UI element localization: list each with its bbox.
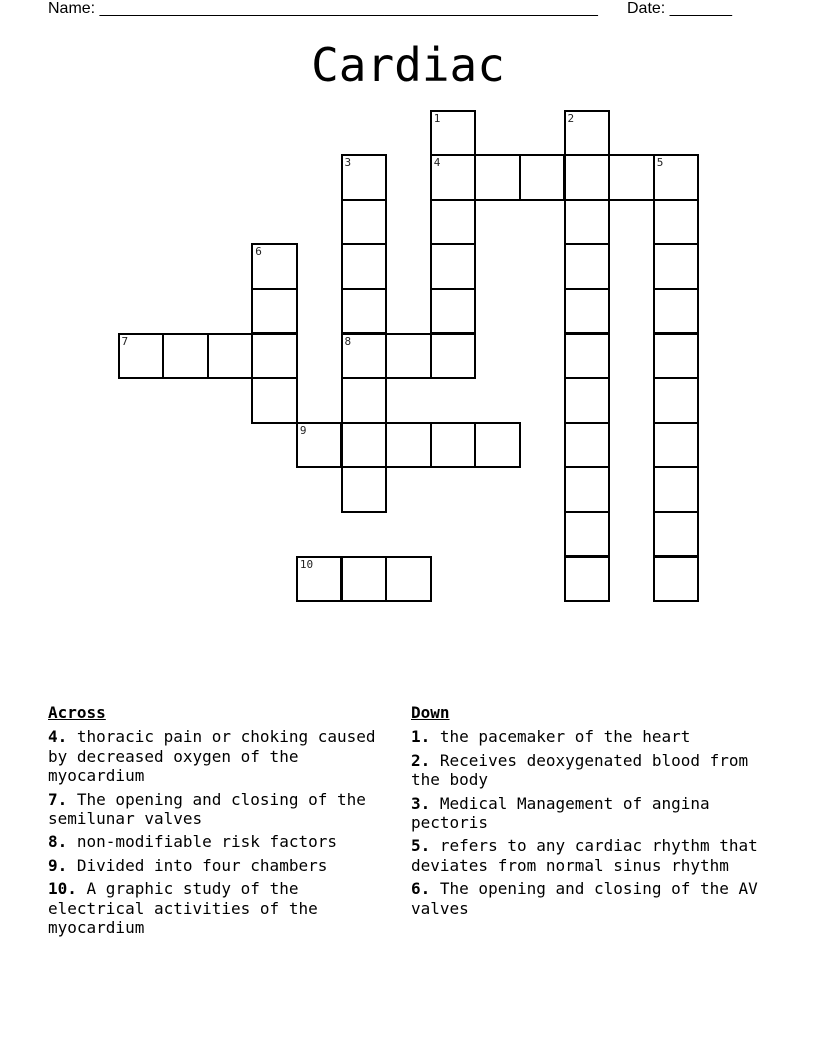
grid-cell[interactable] <box>430 110 477 157</box>
clue-item <box>48 879 400 937</box>
cell-number: 9 <box>299 423 307 437</box>
clue-text: Medical Management of angina pectoris <box>411 793 710 833</box>
grid-cell[interactable] <box>653 556 700 603</box>
grid-cell[interactable] <box>608 154 655 201</box>
clue-text: the pacemaker of the heart <box>430 727 691 747</box>
grid-cell[interactable] <box>341 556 388 603</box>
cell-number: 4 <box>433 156 441 170</box>
grid-cell[interactable] <box>430 154 477 201</box>
grid-cell[interactable] <box>653 466 700 513</box>
grid-cell[interactable] <box>251 288 298 335</box>
grid-cell[interactable] <box>653 243 700 290</box>
page-title: Cardiac <box>311 38 505 92</box>
clue-item <box>411 727 771 746</box>
grid-cell[interactable] <box>341 377 388 424</box>
grid-cell[interactable] <box>385 556 432 603</box>
cell-number: 8 <box>344 334 352 348</box>
grid-cell[interactable] <box>430 288 477 335</box>
grid-cell[interactable] <box>564 243 611 290</box>
clue-number: 6. <box>411 879 431 899</box>
grid-cell[interactable] <box>653 199 700 246</box>
grid-cell[interactable] <box>653 288 700 335</box>
grid-cell[interactable] <box>118 333 165 380</box>
clue-item <box>48 790 400 829</box>
cell-number: 2 <box>567 111 575 125</box>
grid-cell[interactable] <box>564 110 611 157</box>
grid-cell[interactable] <box>251 377 298 424</box>
grid-cell[interactable] <box>653 154 700 201</box>
clue-number: 7. <box>48 789 68 809</box>
clue-text: The opening and closing of the AV valves <box>411 879 758 918</box>
clue-number: 9. <box>48 855 68 875</box>
grid-cell[interactable] <box>430 333 477 380</box>
grid-cell[interactable] <box>564 466 611 513</box>
clue-text: Receives deoxygenated blood from the body <box>411 750 749 790</box>
grid-cell[interactable] <box>341 333 388 380</box>
grid-cell[interactable] <box>564 422 611 469</box>
across-clues <box>48 703 400 941</box>
clue-number: 5. <box>411 836 431 856</box>
clue-number: 10. <box>48 879 77 899</box>
grid-cell[interactable] <box>430 422 477 469</box>
grid-cell[interactable] <box>564 154 611 201</box>
grid-cell[interactable] <box>341 422 388 469</box>
down-clues <box>411 703 771 922</box>
grid-cell[interactable] <box>430 243 477 290</box>
clue-number: 8. <box>48 832 68 852</box>
grid-cell[interactable] <box>653 422 700 469</box>
clue-text: A graphic study of the electrical activities of the myocardium <box>48 879 318 938</box>
clue-item <box>48 832 400 851</box>
grid-cell[interactable] <box>251 243 298 290</box>
clue-number: 4. <box>48 727 68 747</box>
clue-number: 1. <box>411 727 431 747</box>
grid-cell[interactable] <box>564 556 611 603</box>
cell-number: 7 <box>121 334 129 348</box>
clue-text: The opening and closing of the semilunar valves <box>48 789 366 829</box>
grid-cell[interactable] <box>341 199 388 246</box>
grid-cell[interactable] <box>474 154 521 201</box>
cell-number: 3 <box>344 156 352 170</box>
clue-number: 2. <box>411 750 431 770</box>
clue-text: thoracic pain or choking caused by decreased oxygen of the myocardium <box>48 727 376 786</box>
down-clue-list <box>411 727 771 918</box>
grid-cell[interactable] <box>341 466 388 513</box>
clue-item <box>411 836 771 875</box>
grid-cell[interactable] <box>341 243 388 290</box>
grid-cell[interactable] <box>207 333 254 380</box>
grid-cell[interactable] <box>564 377 611 424</box>
clue-text: non-modifiable risk factors <box>67 832 337 852</box>
grid-cell[interactable] <box>653 511 700 558</box>
grid-cell[interactable] <box>162 333 209 380</box>
down-heading: Down <box>411 703 450 722</box>
across-clue-list <box>48 727 400 937</box>
grid-cell[interactable] <box>296 422 343 469</box>
date-field-label: Date: _______ <box>627 0 732 17</box>
grid-cell[interactable] <box>474 422 521 469</box>
clue-item <box>411 751 771 790</box>
grid-cell[interactable] <box>564 511 611 558</box>
name-field-label: Name: ________________________________________________________ <box>48 0 598 17</box>
clue-item <box>411 879 771 918</box>
clue-item <box>411 794 771 833</box>
grid-cell[interactable] <box>385 422 432 469</box>
grid-cell[interactable] <box>385 333 432 380</box>
grid-cell[interactable] <box>341 288 388 335</box>
clue-text: Divided into four chambers <box>67 855 328 875</box>
clue-item <box>48 856 400 875</box>
cell-number: 1 <box>433 111 441 125</box>
grid-cell[interactable] <box>653 333 700 380</box>
cell-number: 5 <box>656 156 664 170</box>
grid-cell[interactable] <box>296 556 343 603</box>
grid-cell[interactable] <box>251 333 298 380</box>
cell-number: 10 <box>299 557 314 571</box>
clue-item <box>48 727 400 785</box>
across-heading: Across <box>48 703 106 722</box>
grid-cell[interactable] <box>653 377 700 424</box>
grid-cell[interactable] <box>564 199 611 246</box>
clue-text: refers to any cardiac rhythm that deviates from normal sinus rhythm <box>411 836 758 875</box>
cell-number: 6 <box>255 245 262 259</box>
clue-number: 3. <box>411 793 431 813</box>
grid-cell[interactable] <box>564 333 611 380</box>
grid-cell[interactable] <box>564 288 611 335</box>
grid-cell[interactable] <box>519 154 566 201</box>
grid-cell[interactable] <box>341 154 388 201</box>
grid-cell[interactable] <box>430 199 477 246</box>
